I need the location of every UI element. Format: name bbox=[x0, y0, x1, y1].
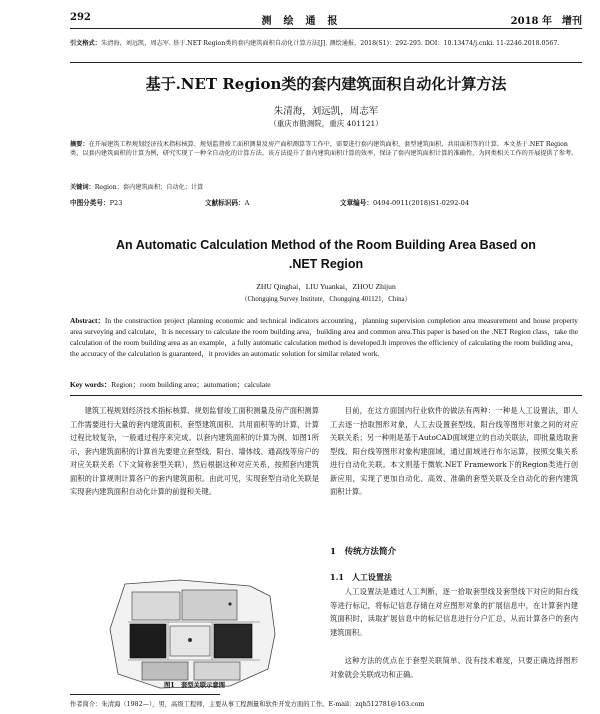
citation-rule bbox=[70, 62, 582, 63]
dark-unit-block bbox=[214, 624, 252, 658]
abstract-cn bbox=[70, 141, 578, 159]
balcony-block bbox=[142, 662, 188, 680]
article-no-value: 0494-0911(2018)S1-0292-04 bbox=[372, 199, 470, 207]
affiliation-en: （Chongqing Survey Institute，Chongqing 401121，China） bbox=[240, 296, 412, 303]
author-bio-footnote: 作者简介：朱清海（1982—），男，高级工程师，主要从事工程测量和软件开发方面的工作。E-mail：zqh512781@163.com bbox=[70, 701, 425, 708]
doc-code-value: A bbox=[244, 199, 250, 207]
affiliation-cn: （重庆市勘测院，重庆 401121） bbox=[269, 119, 383, 128]
clc-value: P23 bbox=[109, 199, 123, 207]
section-1-heading: 1 传统方法简介 bbox=[330, 547, 397, 557]
authors-cn: 朱清海，刘远凯，周志军 bbox=[273, 106, 379, 117]
right-para-3: 这种方法的优点在于套型关联简单、没有技术难度，只要正确选择图形对象就会关联成功和正确。 bbox=[330, 656, 578, 679]
left-para-1: 建筑工程规划经济技术指标核算、规划监督竣工面积测量及房产面积测算工作需要进行大量的套内建筑面积、套型建筑面积、共用面积等的计算，计算过程比较复杂，一般通过程序来完成。以套内建筑面积的计算为例，如图1所示，套内建筑面积的计算首先要建立套型线、阳台、墙体线、通高线等房户的对应关联关系（下文简称套型关联），然后根据这种对应关系，按照套内建筑面积的计算规则计算各户的套内建筑面积。由此可见，实现套型自动化关联是实现套内建筑面积自动化计算的前提和关键。 bbox=[70, 406, 319, 496]
abstract-en-text: In the construction project planning economic and technical indicators accounting，planning supervision completion area measurement and house property area surveying and calculate，It is necessary to calculate the room building area，building area and common area.This paper is based on the .NET Region class，take the calculation of the room building area as an example，a fully automatic calculation method is developed.It improves the efficiency of calculating the room building area，the accuracy of the calculation is guaranteed，it provides an automatic solution for similar related work. bbox=[70, 316, 578, 358]
abstract-cn-text: 在开展建筑工程规划经济技术指标核算、规划监督竣工面积测量及房产面积测算等工作中，需要进行套内建筑面积、套型建筑面积、共用面积等的计算。本文基于.NET Region类，以套内建筑面积的计算为例，研究实现了一种全自动化的计算方法。该方法提升了套内建筑面积计算的效率，保证了套内建筑面积计算的准确性，为同类相关工作的开展提供了参考。 bbox=[70, 141, 578, 157]
marker bbox=[188, 638, 192, 642]
keywords-cn-label: 关键词： bbox=[70, 184, 95, 191]
keywords-cn-text: Region；套内建筑面积；自动化；计算 bbox=[94, 184, 204, 191]
citation-label: 引文格式： bbox=[70, 40, 101, 47]
abstract-rule bbox=[70, 395, 582, 396]
doc-code-label: 文献标识码： bbox=[205, 199, 245, 207]
title-cn: 基于.NET Region类的套内建筑面积自动化计算方法 bbox=[145, 75, 507, 93]
marker bbox=[228, 602, 231, 605]
keywords-en-label: Key words： bbox=[70, 380, 112, 389]
figure-1 bbox=[70, 574, 319, 692]
keywords-en-text: Region；room building area；automation；calculate bbox=[111, 380, 271, 389]
footnote-rule bbox=[70, 694, 220, 695]
year-issue: 2018 年 增刊 bbox=[510, 16, 582, 27]
journal-name: 测 绘 通 报 bbox=[261, 16, 339, 27]
citation-text: 朱清海，刘远凯，周志军. 基于.NET Region类的套内建筑面积自动化计算方法[J]. 测绘通报，2018(S1)：292-295. DOI：10.13474/j.cnki. 11-2246.2018.0567. bbox=[100, 40, 560, 47]
keywords-cn bbox=[70, 184, 578, 193]
clc-label: 中图分类号： bbox=[70, 199, 110, 207]
balcony-block bbox=[194, 662, 240, 680]
title-en-line-1: An Automatic Calculation Method of the Room Building Area Based on bbox=[116, 238, 536, 252]
keywords-en bbox=[70, 380, 578, 391]
abstract-en-label: Abstract： bbox=[70, 316, 105, 325]
right-para-1: 目前，在这方面国内行业软件的做法有两种：一种是人工设置法，即人工去逐一拾取图形对象，人工去设置套型线、阳台线等图形对象之间的对应关联关系；另一种则是基于AutoCAD面域建立的自动关联法，即批量选取套型线、阳台线等图形对象构建面域，通过面域进行布尔运算，按照交集关系进行自动化关联。本文则基于微软.NET Framework下的Region类进行创新应用，实现了更加自动化、高效、准确的套型关联及全自动化的套内建筑面积计算。 bbox=[330, 406, 578, 496]
header-rule bbox=[70, 28, 582, 29]
authors-en: ZHU Qinghai，LIU Yuankai，ZHOU Zhijun bbox=[256, 282, 396, 291]
article-no-label: 文章编号： bbox=[340, 199, 373, 207]
right-para-2: 人工设置法是通过人工判断，逐一拾取套型线及套型线下对应的阳台线等进行标记，将标记信息存储在对应图形对象的扩展信息中，在计算套内建筑面积时，读取扩展信息中的标记信息进行分户汇总，从而计算各户的套内建筑面积。 bbox=[330, 587, 578, 637]
dark-unit-block bbox=[130, 624, 166, 658]
classification-line bbox=[70, 197, 578, 207]
title-en-line-2: .NET Region bbox=[288, 257, 364, 271]
title-en bbox=[70, 236, 582, 274]
citation-format bbox=[70, 40, 578, 49]
page-number: 292 bbox=[70, 12, 91, 23]
unit-block bbox=[132, 592, 180, 620]
abstract-cn-label: 摘要： bbox=[70, 141, 89, 148]
unit-block bbox=[182, 590, 237, 620]
abstract-en bbox=[70, 316, 578, 360]
figure-1-caption: 图1 套型关联示意图 bbox=[163, 682, 226, 689]
floor-plan-diagram bbox=[70, 574, 319, 692]
section-1-1-heading: 1.1 人工设置法 bbox=[330, 572, 392, 582]
